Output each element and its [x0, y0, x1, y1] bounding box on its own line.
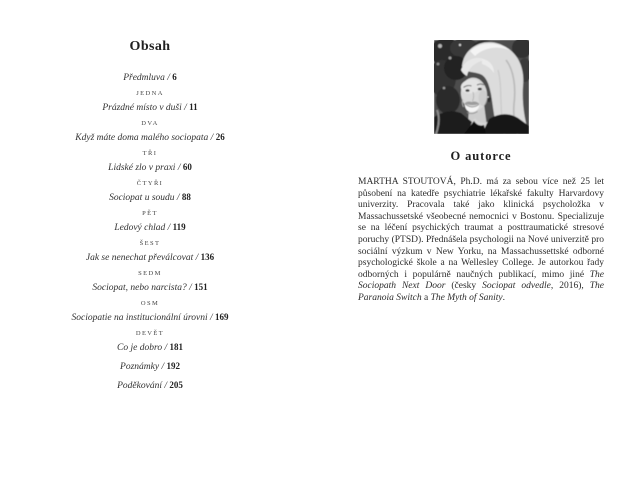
toc-separator: /: [207, 313, 215, 323]
toc-chapter-number-label: PĚT: [142, 210, 158, 217]
book-title-italic: The Paranoia Switch: [358, 281, 605, 303]
toc-title-line: [30, 379, 270, 392]
toc-title-line: [30, 341, 270, 354]
book-title-italic: Sociopat odvedle: [482, 281, 551, 292]
toc-separator: /: [186, 283, 195, 293]
toc-entry[interactable]: [30, 240, 270, 264]
toc-separator: /: [175, 163, 183, 173]
toc-chapter-number-label: ČTYŘI: [136, 180, 164, 187]
book-title-italic: The Myth of Sanity: [430, 292, 503, 303]
about-heading: O autorce: [450, 149, 512, 163]
toc-chapter-title: Prázdné místo v duši: [102, 103, 182, 113]
toc-title-line: [30, 251, 270, 264]
toc-chapter-number-label: OSM: [140, 300, 160, 307]
toc-separator: /: [174, 193, 182, 203]
toc-chapter-title: Poděkování: [117, 381, 162, 391]
toc-list: [30, 71, 270, 392]
toc-page-number: 6: [172, 72, 177, 82]
author-photo: [434, 40, 529, 134]
toc-entry[interactable]: [30, 210, 270, 234]
toc-title-line: [30, 360, 270, 373]
toc-entry[interactable]: [30, 180, 270, 204]
toc-separator: /: [181, 103, 190, 113]
toc-entry[interactable]: [30, 120, 270, 144]
toc-separator: /: [159, 362, 167, 372]
about-text-segment: a: [421, 292, 431, 303]
toc-page-number: 11: [189, 102, 198, 112]
toc-chapter-number-label: TŘI: [142, 150, 158, 157]
toc-page-number: 60: [182, 162, 192, 172]
toc-entry[interactable]: [30, 379, 270, 392]
toc-chapter-title: Poznámky: [120, 362, 160, 372]
toc-chapter-number-label: DEVĚT: [135, 330, 165, 337]
toc-chapter-title: Sociopat, nebo narcista?: [92, 283, 187, 293]
about-text-segment: (česky: [445, 281, 483, 292]
toc-chapter-title: Předmluva: [123, 73, 165, 83]
toc-page-number: 169: [214, 312, 229, 322]
toc-chapter-title: Co je dobro: [117, 343, 163, 353]
toc-title-line: [30, 281, 270, 294]
toc-separator: /: [193, 253, 201, 263]
toc-entry[interactable]: [30, 360, 270, 373]
toc-page-number: 119: [172, 222, 186, 232]
toc-separator: /: [208, 133, 216, 143]
toc-chapter-title: Ledový chlad: [114, 223, 166, 233]
toc-chapter-title: Lidské zlo v praxi: [108, 163, 176, 173]
toc-title-line: [30, 131, 270, 144]
toc-separator: /: [165, 223, 173, 233]
toc-title-line: [30, 191, 270, 204]
toc-title-line: [30, 101, 270, 114]
toc-separator: /: [161, 381, 170, 391]
toc-chapter-number-label: ŠEST: [139, 240, 161, 247]
toc-chapter-title: Sociopat u soudu: [109, 193, 175, 203]
toc-chapter-number-label: JEDNA: [136, 90, 164, 97]
about-text-segment: , 2016),: [550, 281, 590, 292]
toc-entry[interactable]: [30, 270, 270, 294]
toc-chapter-title: Když máte doma malého sociopata: [75, 133, 209, 143]
author-portrait-image: [434, 40, 529, 134]
toc-page-number: 136: [200, 252, 215, 262]
toc-title-line: [30, 221, 270, 234]
toc-page-number: 26: [215, 132, 225, 142]
toc-page-number: 192: [166, 361, 180, 371]
toc-chapter-title: Jak se nenechat převálcovat: [85, 253, 194, 263]
toc-title-line: [30, 311, 270, 324]
about-text-segment: MARTHA STOUTOVÁ, Ph.D. má za sebou více než 25 let působení na katedře psychiatrie lékařské fakulty Harvardovy univerzity. Pracovala také jako klinická psycholožka v Massachussetské všeobecné nemocnici v Bostonu. Specializuje se na léčení psychických traumat a posttraumatické stresové poruchy (PTSD). Přednášela psychologii na Nové univerzitě pro sociální výzkum v New Yorku, na Massachussettské odborné psychologické škole a na Wellesley College. Je autorkou řady odborných i populárně naučných publikací, mimo jiné: [358, 177, 604, 280]
toc-entry[interactable]: [30, 330, 270, 354]
toc-page-number: 151: [194, 282, 208, 292]
toc-page-number: 205: [169, 380, 183, 390]
toc-separator: /: [162, 343, 170, 353]
toc-title-line: [30, 71, 270, 84]
toc-chapter-title: Sociopatie na institucionální úrovni: [71, 313, 208, 323]
toc-heading: Obsah: [129, 39, 171, 54]
toc-page-number: 181: [169, 342, 183, 352]
about-paragraph: [358, 177, 604, 305]
toc-entry[interactable]: [30, 71, 270, 84]
toc-entry[interactable]: [30, 300, 270, 324]
book-title-italic: The Sociopath Next Door: [358, 269, 604, 292]
toc-page-number: 88: [181, 192, 191, 202]
toc-title-line: [30, 161, 270, 174]
toc-entry[interactable]: [30, 150, 270, 174]
toc-separator: /: [164, 73, 173, 83]
toc-chapter-number-label: SEDM: [138, 270, 162, 277]
about-text-segment: .: [502, 292, 505, 303]
toc-chapter-number-label: DVA: [141, 120, 159, 127]
toc-page: [30, 40, 270, 398]
toc-entry[interactable]: [30, 90, 270, 114]
